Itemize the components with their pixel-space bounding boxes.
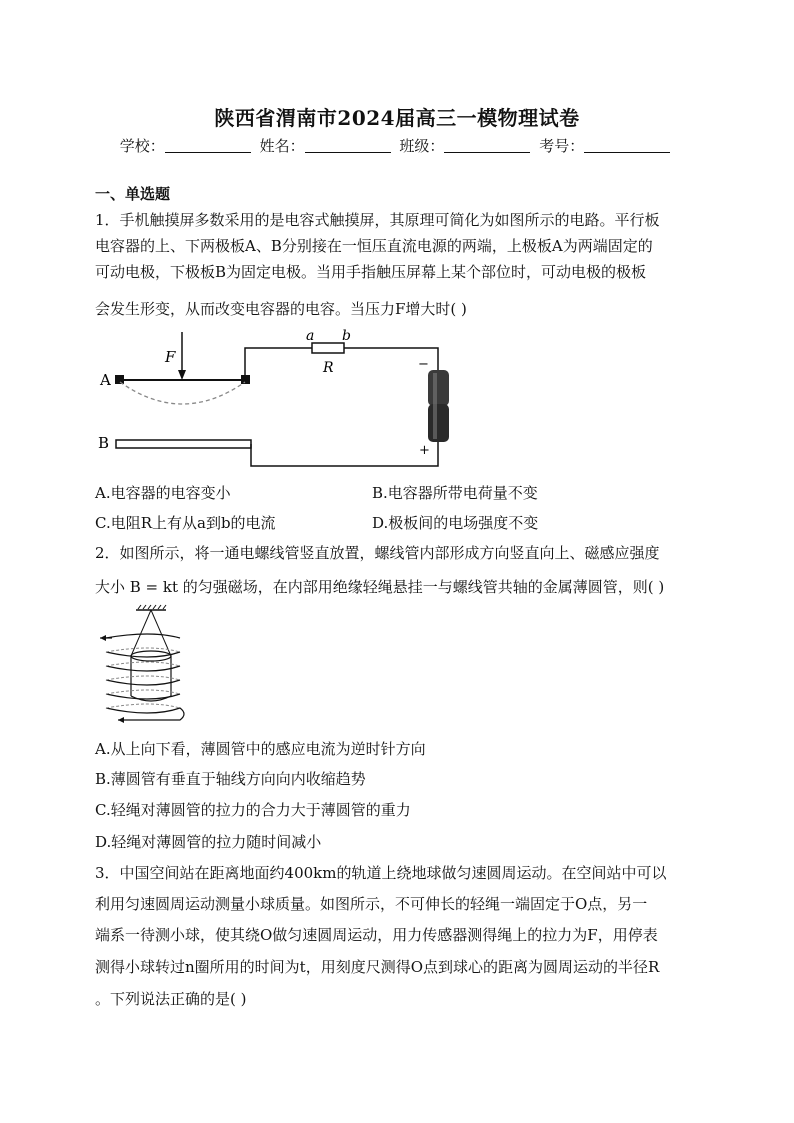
section-heading: 一、单选题 xyxy=(95,185,171,203)
q1-option-a[interactable]: A.电容器的电容变小 xyxy=(95,484,231,502)
q2-option-d[interactable]: D.轻绳对薄圆管的拉力随时间减小 xyxy=(95,833,322,851)
q3-line-1: 3．中国空间站在距离地面约400km的轨道上绕地球做匀速圆周运动。在空间站中可以 xyxy=(95,864,667,882)
exam-number-label: 考号： xyxy=(539,137,585,155)
lead-bottom-arrow xyxy=(118,717,124,723)
class-blank[interactable] xyxy=(444,138,530,153)
ceiling-hatch xyxy=(138,605,166,609)
label-res: R xyxy=(323,360,334,376)
q2-option-a[interactable]: A.从上向下看，薄圆管中的感应电流为逆时针方向 xyxy=(95,740,426,758)
force-arrowhead xyxy=(178,370,186,380)
wire-top-left xyxy=(245,348,312,380)
deformed-plate-dashed xyxy=(120,382,245,404)
q1-line-2: 电容器的上、下两极板A、B分别接在一恒压直流电源的两端，上极板A为两端固定的 xyxy=(95,237,653,255)
label-force: F xyxy=(165,348,176,366)
label-res-b: b xyxy=(342,328,351,344)
school-blank[interactable] xyxy=(165,138,251,153)
name-label: 姓名： xyxy=(259,137,305,155)
school-label: 学校： xyxy=(119,137,165,155)
q2-option-b[interactable]: B.薄圆管有垂直于轴线方向向内收缩趋势 xyxy=(95,770,366,788)
class-label: 班级： xyxy=(399,137,445,155)
q1-line-1: 1．手机触摸屏多数采用的是电容式触摸屏，其原理可简化为如图所示的电路。平行板 xyxy=(95,211,660,229)
student-info-row xyxy=(0,135,794,156)
q1-line-3: 可动电极，下极板B为固定电极。当用手指触压屏幕上某个部位时，可动电极的极板 xyxy=(95,263,647,281)
q2-line-1: 2．如图所示，将一通电螺线管竖直放置，螺线管内部形成方向竖直向上、磁感应强度 xyxy=(95,544,660,562)
string-left xyxy=(131,610,151,656)
exam-number-blank[interactable] xyxy=(584,138,670,153)
label-b: B xyxy=(98,434,110,452)
battery-minus: − xyxy=(418,357,429,372)
name-blank[interactable] xyxy=(305,138,391,153)
q3-line-4: 测得小球转过n圈所用的时间为t，用刻度尺测得O点到球心的距离为圆周运动的半径R xyxy=(95,958,660,976)
q3-line-2: 利用匀速圆周运动测量小球质量。如图所示，不可伸长的轻绳一端固定于O点，另一 xyxy=(95,895,648,913)
q1-option-c[interactable]: C.电阻R上有从a到b的电流 xyxy=(95,514,276,532)
q1-option-b[interactable]: B.电容器所带电荷量不变 xyxy=(372,484,538,502)
label-a: A xyxy=(100,371,111,389)
battery-bottom-segment xyxy=(428,404,449,442)
q3-line-3: 端系一待测小球，使其绕O做匀速圆周运动，用力传感器测得绳上的拉力为F，用停表 xyxy=(95,926,658,944)
q1-line-4: 会发生形变，从而改变电容器的电容。当压力F增大时( ) xyxy=(95,300,467,318)
wire-bottom xyxy=(251,442,438,466)
q1-circuit-figure xyxy=(90,324,460,474)
plate-b xyxy=(116,440,251,448)
q1-option-d[interactable]: D.极板间的电场强度不变 xyxy=(372,514,539,532)
q2-line-2: 大小 B = kt 的匀强磁场，在内部用绝缘轻绳悬挂一与螺线管共轴的金属薄圆管，则( ) xyxy=(95,578,665,596)
lead-top-arrow xyxy=(100,635,106,641)
solenoid-coils xyxy=(106,634,184,720)
battery-highlight xyxy=(433,373,437,439)
page-title: 陕西省渭南市2024届高三一模物理试卷 xyxy=(214,106,580,130)
q2-solenoid-figure xyxy=(98,604,198,726)
battery-plus: + xyxy=(419,443,430,458)
q2-option-c[interactable]: C.轻绳对薄圆管的拉力的合力大于薄圆管的重力 xyxy=(95,801,411,819)
label-res-a: a xyxy=(306,328,315,344)
q3-line-5: 。下列说法正确的是( ) xyxy=(95,990,247,1008)
resistor-r xyxy=(312,343,344,353)
plate-a-left-end xyxy=(115,375,124,384)
battery-top-segment xyxy=(428,370,449,406)
